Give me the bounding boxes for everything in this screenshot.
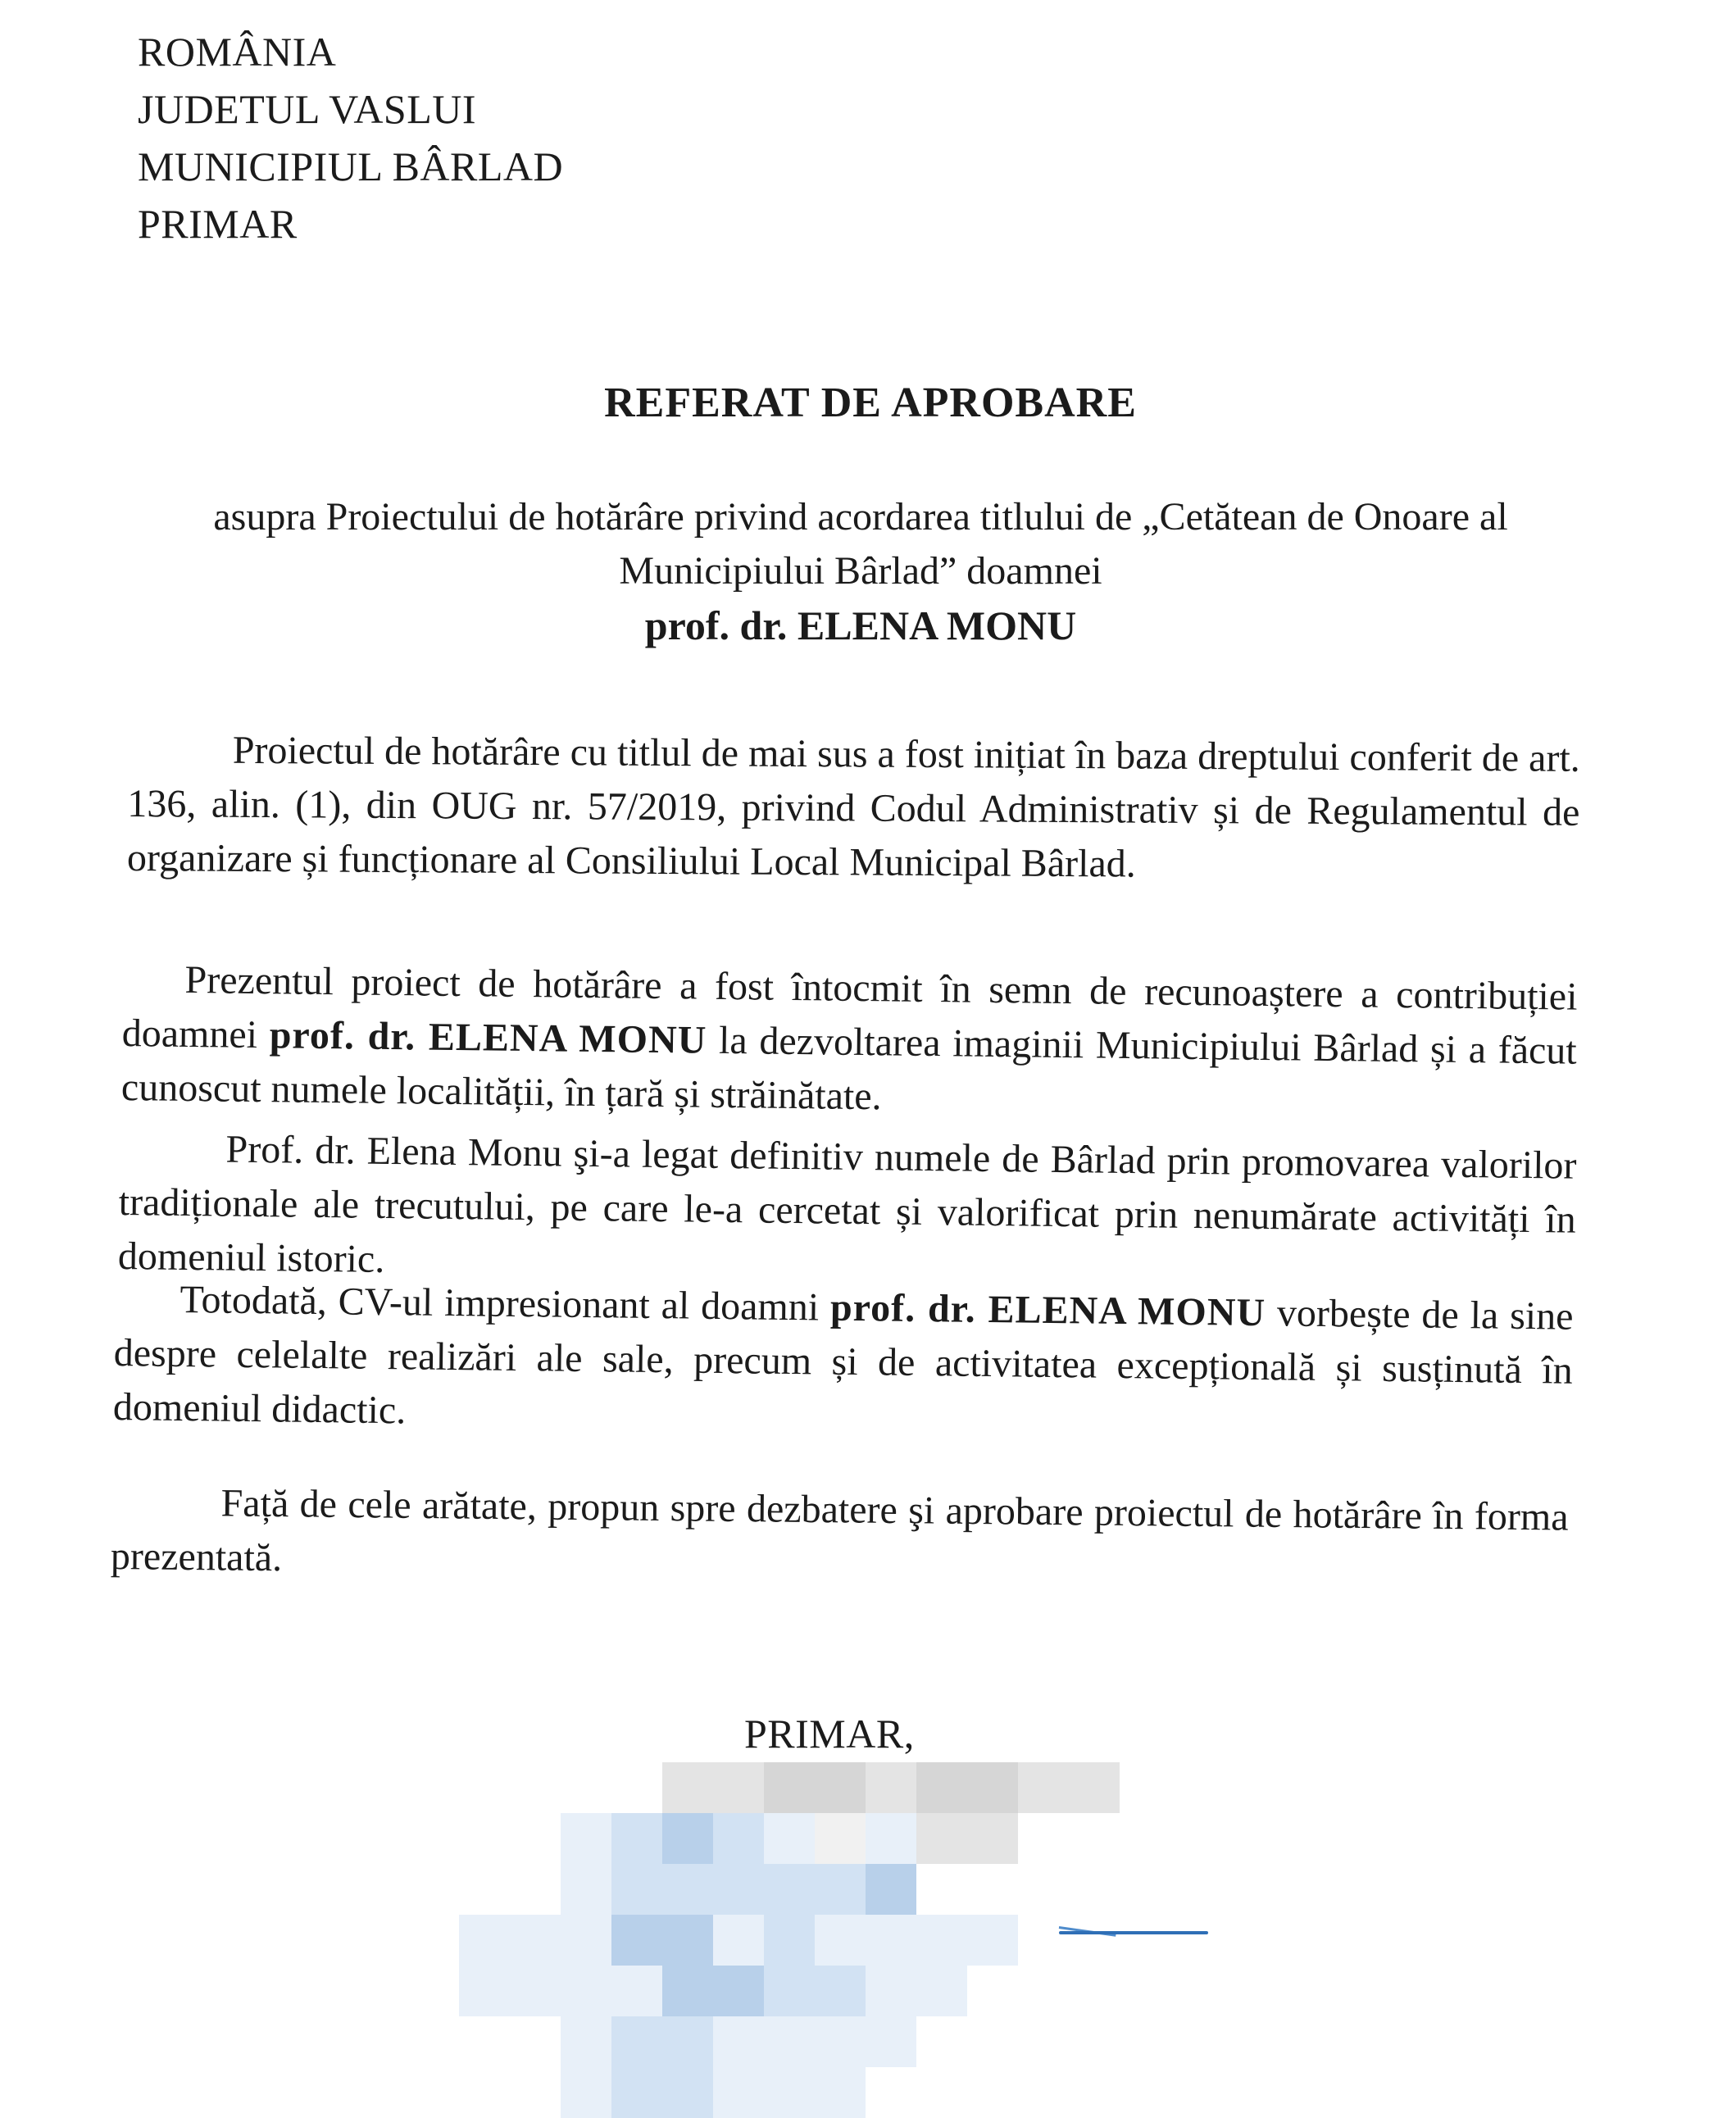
redaction-block	[713, 2067, 764, 2118]
redaction-block	[815, 2016, 866, 2067]
redaction-block	[662, 1864, 713, 1915]
header-country: ROMÂNIA	[138, 29, 337, 75]
redaction-block	[815, 1864, 866, 1915]
redaction-block	[866, 2016, 916, 2067]
redaction-block	[764, 1762, 815, 1813]
signature-stroke	[1059, 1931, 1208, 1934]
redaction-block	[611, 1864, 662, 1915]
paragraph-cv	[113, 1272, 1574, 1452]
redaction-block	[815, 1762, 866, 1813]
redaction-block	[866, 1915, 916, 1966]
redaction-block	[764, 1915, 815, 1966]
paragraph-legal-basis	[127, 723, 1580, 894]
redacted-signature	[459, 1762, 1066, 2098]
redaction-block	[815, 1915, 866, 1966]
redaction-block	[866, 1762, 916, 1813]
redaction-block	[611, 1966, 662, 2016]
redaction-block	[1018, 1762, 1069, 1813]
redaction-block	[764, 1966, 815, 2016]
paragraph-text: vorbește de la sine despre celelalte realizări ale sale, precum și de activitatea excepțională și susținută în domeniul didactic.	[112, 1291, 1574, 1433]
redaction-block	[713, 1864, 764, 1915]
redaction-block	[662, 1966, 713, 2016]
redaction-block	[764, 2067, 815, 2118]
redaction-block	[611, 2016, 662, 2067]
document-subject	[139, 490, 1582, 652]
redaction-block	[866, 1813, 916, 1864]
header-municipality: MUNICIPIUL BÂRLAD	[138, 143, 564, 189]
honoree-name-inline: prof. dr. ELENA MONU	[269, 1013, 707, 1062]
redaction-block	[510, 1915, 561, 1966]
redaction-block	[662, 2016, 713, 2067]
honoree-name: prof. dr. ELENA MONU	[644, 602, 1077, 648]
honoree-name-inline: prof. dr. ELENA MONU	[829, 1285, 1266, 1335]
document-title: REFERAT DE APROBARE	[604, 380, 1137, 426]
redaction-block	[561, 1864, 611, 1915]
redaction-block	[764, 1864, 815, 1915]
redaction-block	[916, 1966, 967, 2016]
redaction-block	[561, 1813, 611, 1864]
redaction-block	[510, 1966, 561, 2016]
redaction-block	[662, 1915, 713, 1966]
redaction-block	[561, 1966, 611, 2016]
redaction-block	[713, 2016, 764, 2067]
paragraph-conclusion	[111, 1475, 1569, 1599]
redaction-block	[662, 1813, 713, 1864]
header-office: PRIMAR	[138, 201, 298, 247]
redaction-block	[815, 2067, 866, 2118]
redaction-block	[459, 1966, 510, 2016]
redaction-block	[611, 1813, 662, 1864]
redaction-block	[916, 1915, 967, 1966]
redaction-block	[764, 1813, 815, 1864]
redaction-block	[967, 1813, 1018, 1864]
redaction-block	[916, 1813, 967, 1864]
paragraph-text: Proiectul de hotărâre cu titlul de mai sus a fost inițiat în baza dreptului conferit de art. 136, alin. (1), din OUG nr. 57/2019, privind Codul Administrativ și de Regulamentul de organizare și funcționare al Consiliului Local Municipal Bârlad.	[126, 728, 1580, 886]
redaction-block	[561, 1915, 611, 1966]
redaction-block	[561, 2016, 611, 2067]
redaction-block	[611, 1915, 662, 1966]
redaction-block	[815, 1813, 866, 1864]
paragraph-text: la dezvoltarea imaginii Municipiului Bârlad și a făcut cunoscut numele localității, în țară și străinătate.	[120, 1018, 1578, 1119]
redaction-block	[866, 1864, 916, 1915]
redaction-block	[459, 1915, 510, 1966]
redaction-block	[916, 1762, 967, 1813]
redaction-block	[713, 1762, 764, 1813]
paragraph-text: Totodată, CV-ul impresionant al doamni	[180, 1277, 820, 1329]
institution-header	[138, 23, 563, 252]
redaction-block	[713, 1966, 764, 2016]
signature-title: PRIMAR,	[744, 1711, 915, 1757]
header-county: JUDETUL VASLUI	[138, 86, 477, 132]
redaction-block	[662, 2067, 713, 2118]
redaction-block	[713, 1915, 764, 1966]
subject-line-2: Municipiului Bârlad” doamnei	[619, 549, 1102, 593]
redaction-block	[967, 1915, 1018, 1966]
redaction-block	[662, 1762, 713, 1813]
redaction-block	[967, 1762, 1018, 1813]
paragraph-text: Prof. dr. Elena Monu şi-a legat definitiv numele de Bârlad prin promovarea valorilor tradiționale ale trecutului, pe care le-a cercetat și valorificat prin nenumărate activități în domeniul istoric.	[117, 1127, 1577, 1281]
redaction-block	[764, 2016, 815, 2067]
redaction-block	[1069, 1762, 1120, 1813]
redaction-block	[713, 1813, 764, 1864]
redaction-block	[561, 2067, 611, 2118]
redaction-block	[611, 2067, 662, 2118]
paragraph-text: Față de cele arătate, propun spre dezbatere şi aprobare proiectul de hotărâre în forma prezentată.	[110, 1481, 1569, 1580]
subject-line-1: asupra Proiectului de hotărâre privind acordarea titlului de „Cetătean de Onoare al	[213, 495, 1508, 539]
paragraph-text: Prezentul proiect de hotărâre a fost întocmit în semn de recunoaștere a contribuției doamnei	[121, 957, 1578, 1057]
redaction-block	[815, 1966, 866, 2016]
redaction-block	[866, 1966, 916, 2016]
paragraph-recognition	[121, 952, 1578, 1133]
